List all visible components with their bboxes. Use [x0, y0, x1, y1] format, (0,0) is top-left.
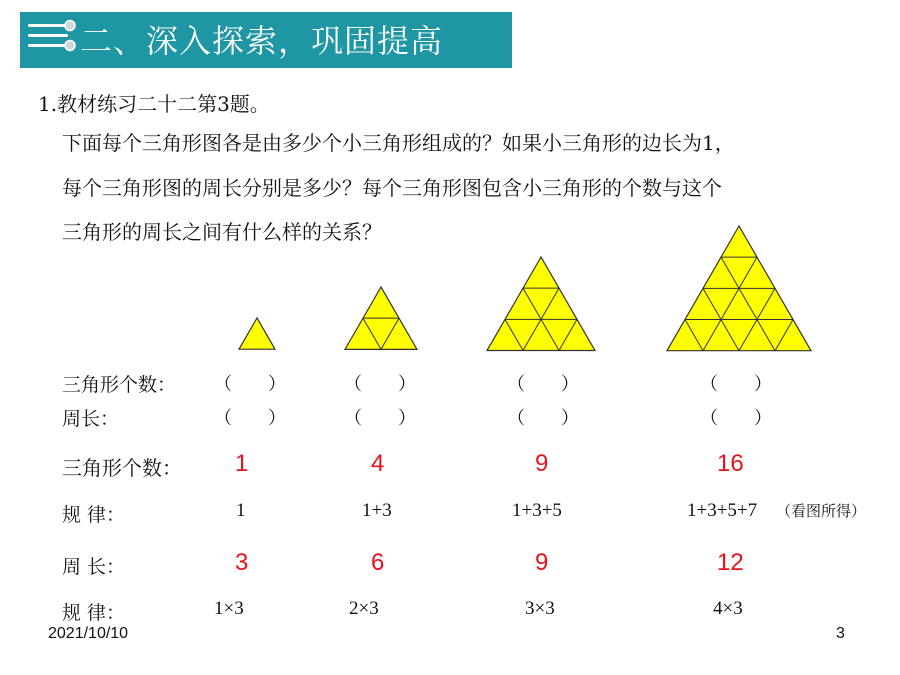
blank-count-1: （ ） [214, 374, 286, 395]
triangle-outline [239, 318, 275, 349]
answer-perimeter-label: 周 长： [62, 556, 126, 578]
blank-count-2: （ ） [344, 374, 416, 395]
answer-rule-label-2: 规 律： [62, 602, 126, 624]
answer-perimeter-3: 9 [535, 549, 549, 576]
triangle-figure-4 [667, 226, 811, 351]
blank-perimeter-3: （ ） [507, 408, 579, 429]
answer-perimeter-rule-2: 2×3 [349, 598, 379, 619]
answer-count-rule-2: 1+3 [362, 500, 392, 521]
blank-perimeter-2: （ ） [344, 408, 416, 429]
answer-perimeter-1: 3 [235, 549, 249, 576]
answer-count-3: 9 [535, 450, 549, 477]
answer-count-rule-1: 1 [236, 500, 246, 521]
answer-count-rule-3: 1+3+5 [512, 500, 562, 521]
answer-perimeter-rule-1: 1×3 [214, 598, 244, 619]
answer-count-label: 三角形个数： [62, 456, 182, 480]
answer-perimeter-2: 6 [371, 549, 385, 576]
answer-perimeter-rule-4: 4×3 [713, 598, 743, 619]
blank-count-3: （ ） [507, 374, 579, 395]
answer-count-2: 4 [371, 450, 385, 477]
answer-rule-label: 规 律： [62, 504, 126, 526]
blank-perimeter-4: （ ） [700, 408, 772, 429]
answer-count-rule-note: （看图所得） [776, 502, 867, 520]
question-line-1: 下面每个三角形图各是由多少个小三角形组成的？如果小三角形的边长为1， [62, 131, 735, 155]
triangle-figure-3 [487, 257, 595, 351]
question-line-2: 每个三角形图的周长分别是多少？每个三角形图包含小三角形的个数与这个 [62, 176, 722, 200]
triangle-outline [487, 257, 595, 351]
footer-page-number: 3 [836, 625, 845, 642]
triangle-figure-2 [345, 287, 417, 349]
answer-count-4: 16 [717, 450, 744, 477]
triangle-figure-1 [239, 318, 275, 349]
answer-perimeter-rule-3: 3×3 [525, 598, 555, 619]
blank-perimeter-1: （ ） [214, 408, 286, 429]
footer-date: 2021/10/10 [48, 625, 129, 642]
blank-count-4: （ ） [700, 374, 772, 395]
question-number: 1.教材练习二十二第3题。 [38, 92, 270, 116]
answer-perimeter-4: 12 [717, 549, 744, 576]
blank-perimeter-label: 周长： [62, 408, 120, 430]
answer-count-rule-4: 1+3+5+7 [687, 500, 758, 521]
answer-count-1: 1 [235, 450, 249, 477]
page-title: 二、深入探索，巩固提高 [80, 22, 444, 60]
blank-count-label: 三角形个数： [62, 374, 177, 396]
question-line-3: 三角形的周长之间有什么样的关系？ [62, 220, 382, 244]
